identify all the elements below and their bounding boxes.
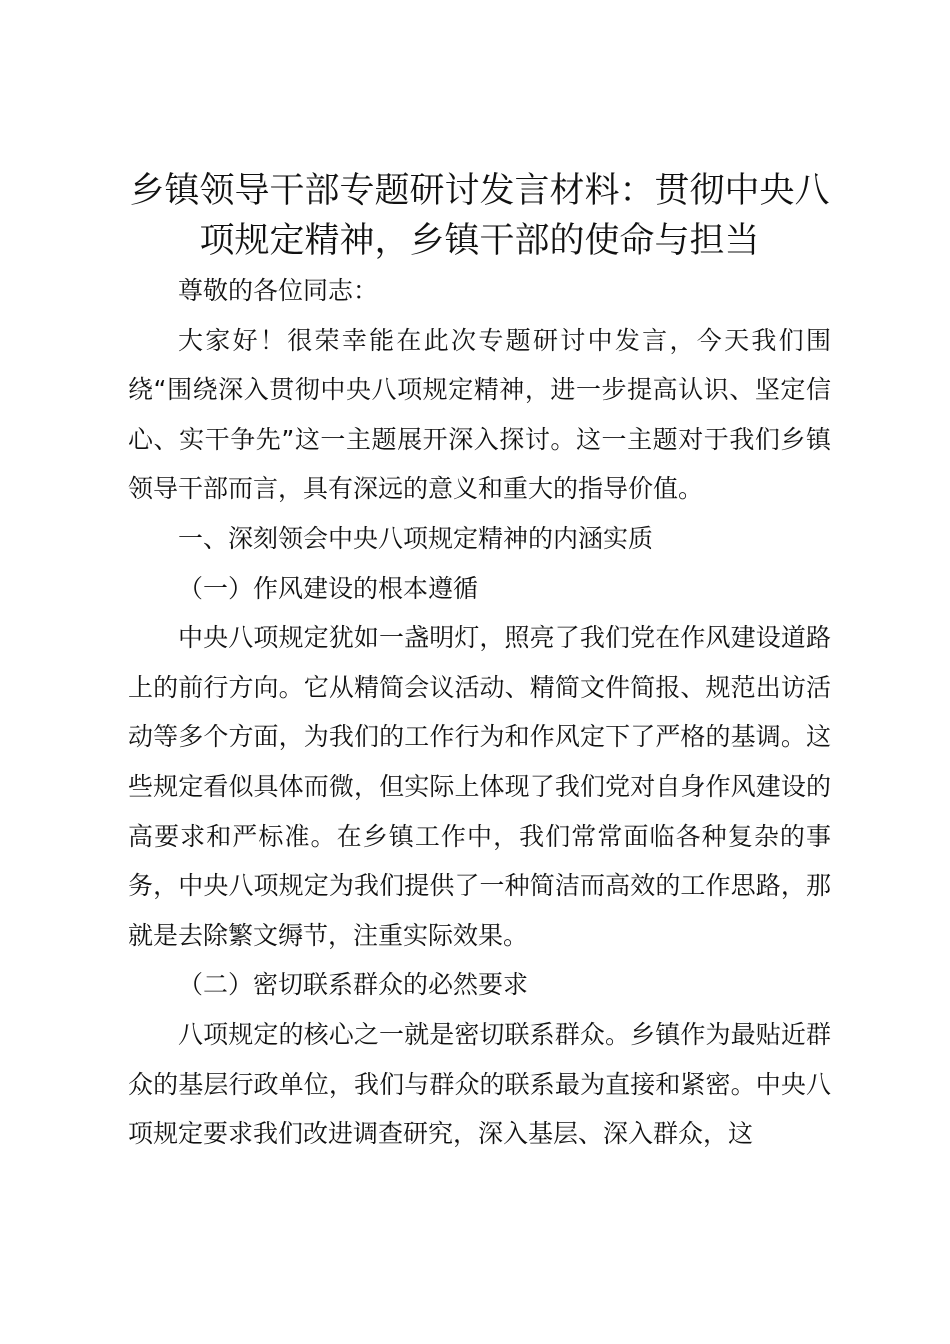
body-paragraph-1: 中央八项规定犹如一盏明灯，照亮了我们党在作风建设道路上的前行方向。它从精简会议活动、精简文件简报、规范出访活动等多个方面，为我们的工作行为和作风定下了严格的基调。这些规定看似具体而微，但实际上体现了我们党对自身作风建设的高要求和严标准。在乡镇工作中，我们常常面临各种复杂的事务，中央八项规定为我们提供了一种简洁而高效的工作思路，那就是去除繁文缛节，注重实际效果。 (128, 623, 831, 950)
document-title (128, 166, 831, 266)
title-line-1: 乡镇领导干部专题研讨发言材料：贯彻中央八 (129, 171, 830, 211)
document-content (128, 166, 831, 1159)
title-line-2: 项规定精神，乡镇干部的使命与担当 (199, 221, 760, 261)
intro-paragraph: 大家好！很荣幸能在此次专题研讨中发言，今天我们围绕“围绕深入贯彻中央八项规定精神，进一步提高认识、坚定信心、实干争先”这一主题展开深入探讨。这一主题对于我们乡镇领导干部而言，具有深远的意义和重大的指导价值。 (128, 325, 831, 504)
section-heading-1: 一、深刻领会中央八项规定精神的内涵实质 (178, 523, 654, 553)
salutation: 尊敬的各位同志： (178, 276, 379, 305)
document-body (128, 266, 831, 1159)
subsection-heading-1: （一）作风建设的根本遵循 (178, 573, 479, 603)
subsection-heading-2: （二）密切联系群众的必然要求 (178, 970, 529, 1000)
body-paragraph-2: 八项规定的核心之一就是密切联系群众。乡镇作为最贴近群众的基层行政单位，我们与群众的联系最为直接和紧密。中央八项规定要求我们改进调查研究，深入基层、深入群众，这 (128, 1019, 831, 1149)
